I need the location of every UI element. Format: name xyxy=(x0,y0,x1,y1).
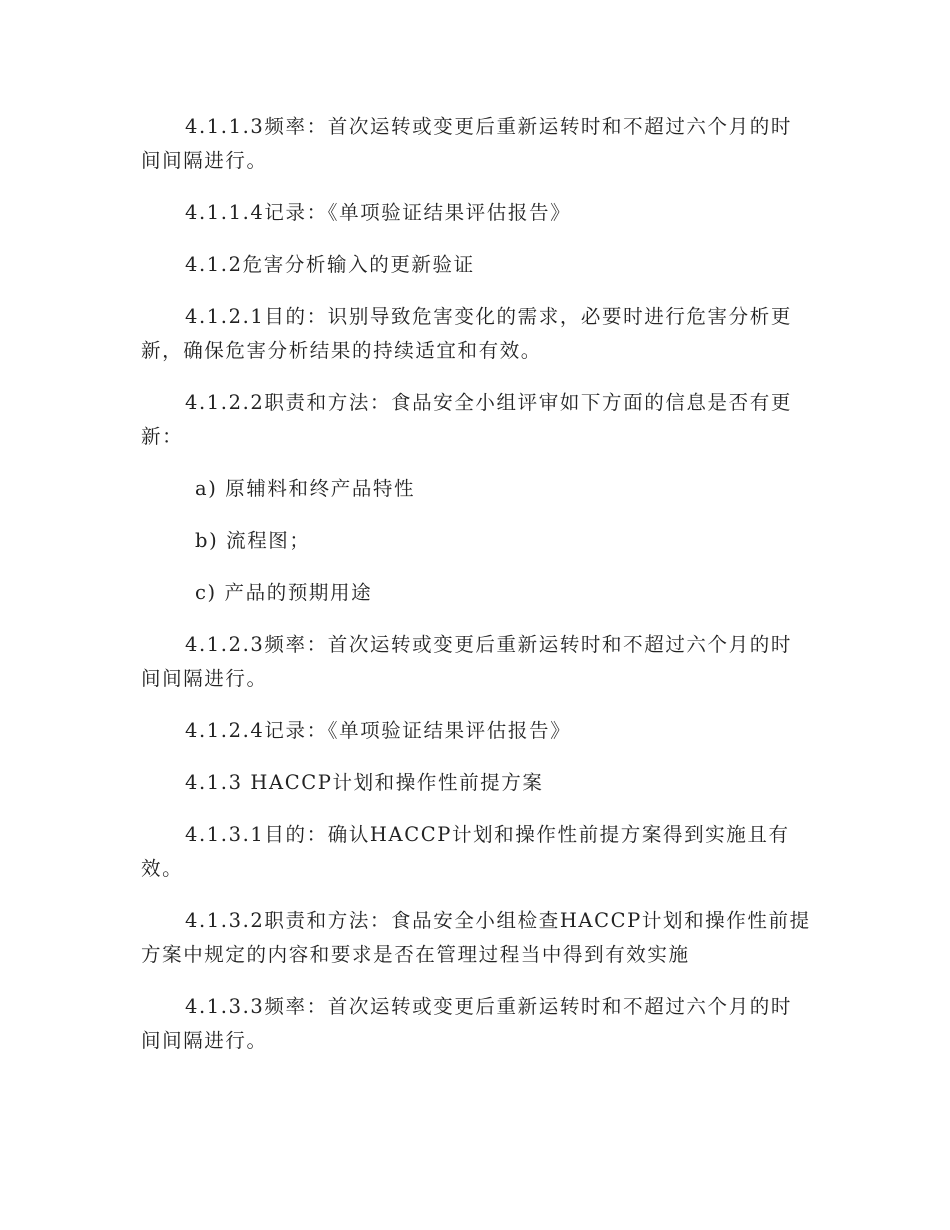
paragraph: 4.1.3.3频率：首次运转或变更后重新运转时和不超过六个月的时间间隔进行。 xyxy=(141,995,792,1052)
paragraph: 4.1.3.2职责和方法：食品安全小组检查HACCP计划和操作性前提方案中规定的内容和要求是否在管理过程当中得到有效实施 xyxy=(141,909,811,966)
paragraph: 4.1.2.3频率：首次运转或变更后重新运转时和不超过六个月的时间间隔进行。 xyxy=(141,633,792,690)
paragraph: 4.1.2.1目的：识别导致危害变化的需求，必要时进行危害分析更新，确保危害分析结果的持续适宜和有效。 xyxy=(141,305,792,362)
paragraph: 4.1.1.4记录：《单项验证结果评估报告》 xyxy=(185,201,572,224)
section-heading: 4.1.2危害分析输入的更新验证 xyxy=(185,253,475,276)
list-item: b) 流程图； xyxy=(195,529,311,552)
paragraph: 4.1.1.3频率：首次运转或变更后重新运转时和不超过六个月的时间间隔进行。 xyxy=(141,115,792,172)
paragraph: 4.1.2.2职责和方法：食品安全小组评审如下方面的信息是否有更新： xyxy=(141,391,792,448)
list-item: a) 原辅料和终产品特性 xyxy=(195,477,416,500)
section-heading: 4.1.3 HACCP计划和操作性前提方案 xyxy=(185,771,544,794)
list-item: c) 产品的预期用途 xyxy=(195,581,373,604)
paragraph: 4.1.3.1目的：确认HACCP计划和操作性前提方案得到实施且有效。 xyxy=(141,823,790,880)
document-body xyxy=(141,110,811,1076)
paragraph: 4.1.2.4记录：《单项验证结果评估报告》 xyxy=(185,719,572,742)
